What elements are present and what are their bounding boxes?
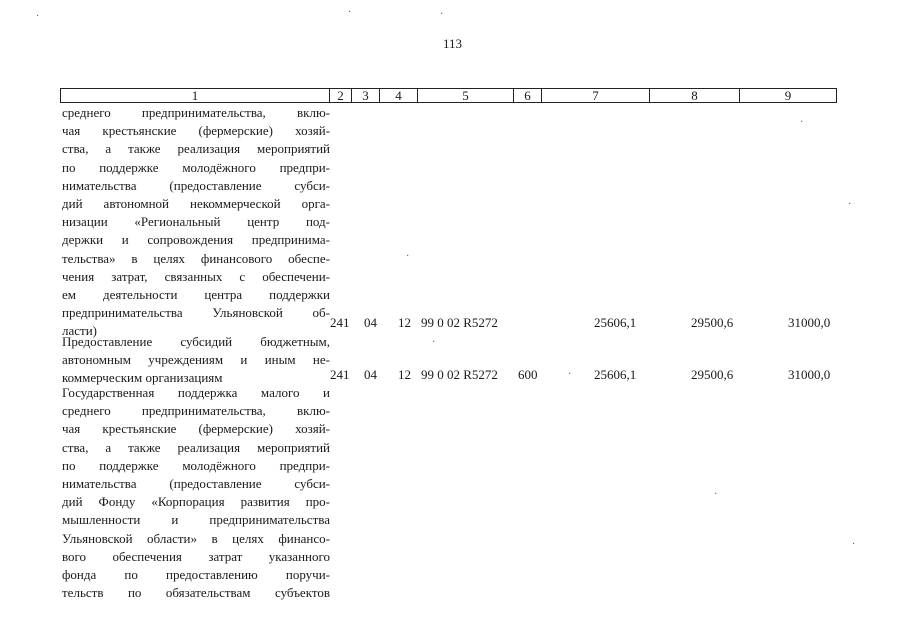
row-1-line: нимательства (предоставление субси-: [62, 177, 330, 193]
row-1-col-3: 04: [364, 315, 377, 330]
row-2-line: коммерческим организациям: [62, 370, 223, 386]
row-1-line: чения затрат, связанных с обеспечени-: [62, 268, 330, 284]
row-1-col-7: 25606,1: [594, 315, 637, 330]
column-header-3: 3: [351, 89, 379, 102]
row-1-line: дий автономной некоммерческой орга-: [62, 196, 330, 212]
scan-speck: ·: [852, 539, 856, 550]
row-1-col-5: 99 0 02 R5272: [421, 315, 498, 330]
column-header-5: 5: [417, 89, 513, 102]
row-1-line: тельства» в целях финансового обеспе-: [62, 250, 330, 266]
row-1-line: держки и сопровождения предпринима-: [62, 232, 330, 248]
scan-speck: ·: [406, 251, 410, 262]
row-2-col-2: 241: [330, 367, 350, 382]
row-1-line: ства, а также реализация мероприятий: [62, 141, 330, 157]
table-header-row: [60, 88, 837, 103]
row-3-line: ства, а также реализация мероприятий: [62, 439, 330, 455]
row-3-line: нимательства (предоставление субси-: [62, 476, 330, 492]
row-3-line: по поддержке молодёжного предпри-: [62, 457, 330, 473]
row-2-description: [62, 333, 330, 388]
row-3-line: мышленности и предпринимательства: [62, 512, 330, 528]
column-header-1: 1: [191, 88, 199, 103]
scan-speck: ·: [36, 11, 40, 22]
row-3-line: тельств по обязательствам субъектов: [62, 585, 330, 601]
row-2-line: автономным учреждениям и иным не-: [62, 352, 330, 368]
row-1-line: чая крестьянские (фермерские) хозяй-: [62, 123, 330, 139]
row-2-col-7: 25606,1: [594, 367, 637, 382]
row-1-description: [62, 104, 330, 341]
scan-speck: ·: [714, 489, 718, 500]
page-number: 113: [442, 36, 463, 51]
row-2-col-6: 600: [518, 367, 538, 382]
row-1-col-9: 31000,0: [788, 315, 831, 330]
scan-speck: ·: [568, 369, 572, 380]
row-2-line: Предоставление субсидий бюджетным,: [62, 334, 330, 349]
column-header-9: 9: [739, 89, 836, 102]
row-1-line: низации «Региональный центр под-: [62, 214, 330, 230]
row-1-line: предпринимательства Ульяновской об-: [62, 305, 330, 321]
column-header-7: 7: [541, 89, 649, 102]
row-3-description: [62, 384, 330, 602]
row-2-col-8: 29500,6: [691, 367, 734, 382]
row-1-line: среднего предпринимательства, вклю-: [62, 105, 330, 120]
row-1-line: по поддержке молодёжного предпри-: [62, 159, 330, 175]
scan-speck: ·: [348, 7, 352, 18]
row-1-col-8: 29500,6: [691, 315, 734, 330]
row-1-line: ем деятельности центра поддержки: [62, 287, 330, 303]
row-2-col-3: 04: [364, 367, 377, 382]
column-header-4: 4: [379, 89, 417, 102]
row-1-line: ласти): [62, 323, 97, 339]
row-1-col-4: 12: [398, 315, 411, 330]
scan-speck: ·: [432, 337, 436, 348]
row-1-col-2: 241: [330, 315, 350, 330]
row-2-col-4: 12: [398, 367, 411, 382]
row-3-line: вого обеспечения затрат указанного: [62, 548, 330, 564]
column-header-6: 6: [513, 89, 541, 102]
scan-speck: ·: [800, 117, 804, 128]
row-3-line: Государственная поддержка малого и: [62, 385, 330, 400]
row-3-line: чая крестьянские (фермерские) хозяй-: [62, 421, 330, 437]
row-3-line: среднего предпринимательства, вклю-: [62, 403, 330, 419]
scan-speck: ·: [440, 9, 444, 20]
row-3-line: фонда по предоставлению поручи-: [62, 567, 330, 583]
row-2-col-9: 31000,0: [788, 367, 831, 382]
row-2-col-5: 99 0 02 R5272: [421, 367, 498, 382]
column-header-8: 8: [649, 89, 739, 102]
column-header-2: 2: [329, 89, 351, 102]
row-3-line: Ульяновской области» в целях финансо-: [62, 530, 330, 546]
scan-speck: ·: [848, 199, 852, 210]
row-3-line: дий Фонду «Корпорация развития про-: [62, 494, 330, 510]
